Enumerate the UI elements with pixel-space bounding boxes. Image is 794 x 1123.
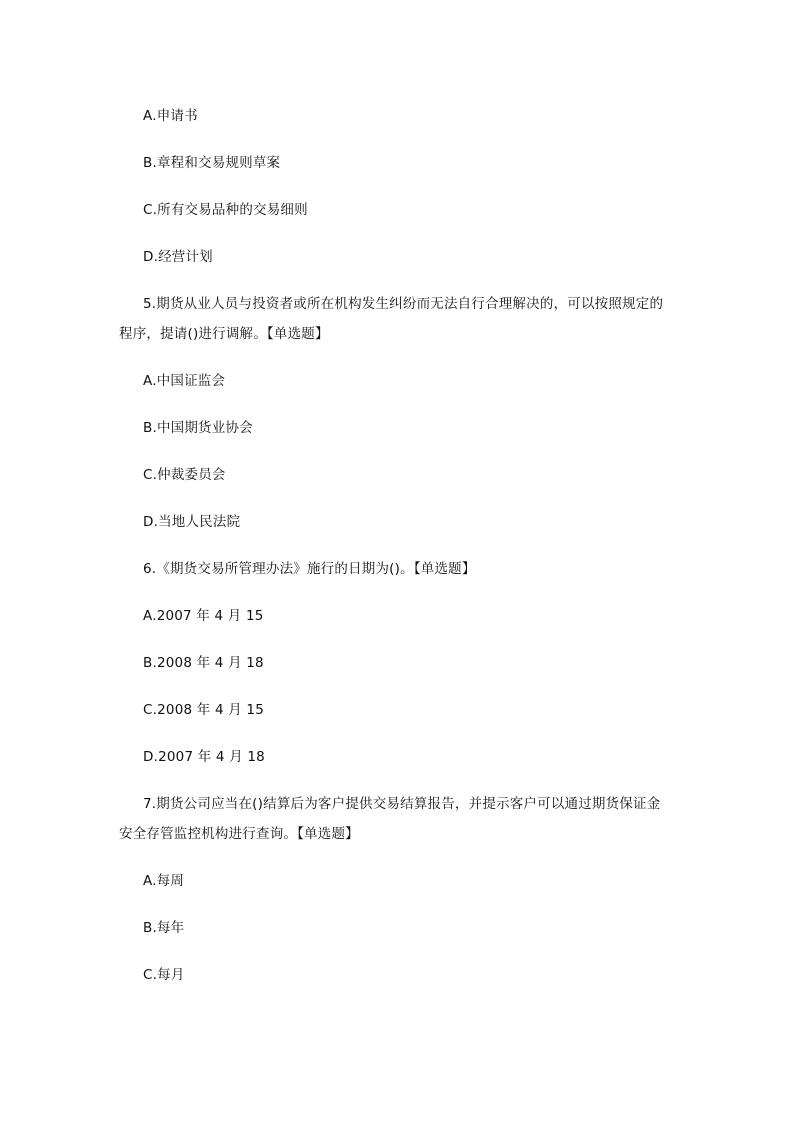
q4-option-c: C.所有交易品种的交易细则: [143, 202, 308, 218]
q4-option-d: D.经营计划: [143, 249, 213, 265]
q6-option-c: C.2008 年 4 月 15: [143, 702, 265, 718]
q5-question-line1: 5.期货从业人员与投资者或所在机构发生纠纷而无法自行合理解决的，可以按照规定的: [143, 296, 664, 312]
q5-option-a: A.中国证监会: [143, 373, 226, 389]
q5-option-b: B.中国期货业协会: [143, 420, 253, 436]
q6-option-b: B.2008 年 4 月 18: [143, 655, 264, 671]
q6-option-d: D.2007 年 4 月 18: [143, 749, 265, 765]
q7-option-b: B.每年: [143, 920, 185, 936]
q7-question-line1: 7.期货公司应当在()结算后为客户提供交易结算报告，并提示客户可以通过期货保证金: [143, 796, 661, 812]
q5-option-d: D.当地人民法院: [143, 514, 241, 530]
q6-question-line1: 6.《期货交易所管理办法》施行的日期为()。【单选题】: [143, 561, 476, 577]
q4-option-b: B.章程和交易规则草案: [143, 155, 281, 171]
q7-question-line2: 安全存管监控机构进行查询。【单选题】: [119, 826, 359, 842]
q6-option-a: A.2007 年 4 月 15: [143, 608, 264, 624]
q4-option-a: A.申请书: [143, 108, 198, 124]
q7-option-c: C.每月: [143, 967, 185, 983]
q7-option-a: A.每周: [143, 873, 185, 889]
q5-question-line2: 程序，提请()进行调解。【单选题】: [119, 326, 329, 342]
q5-option-c: C.仲裁委员会: [143, 467, 226, 483]
